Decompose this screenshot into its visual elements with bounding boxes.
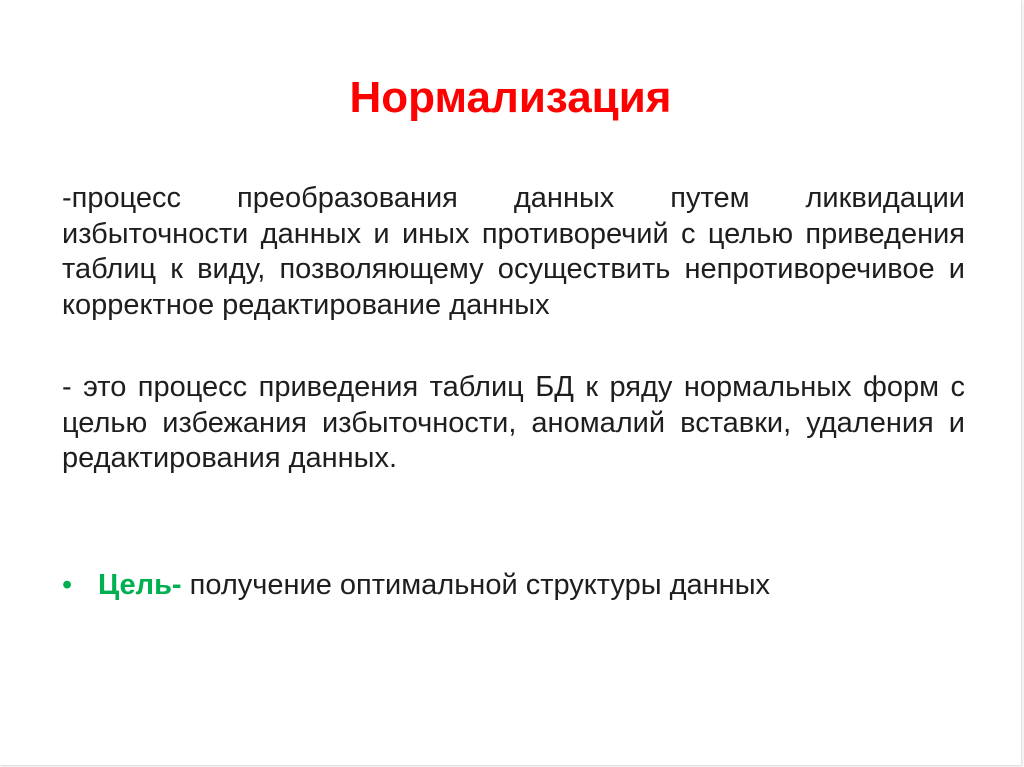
definition-paragraph-1: -процесс преобразования данных путем ликвидации избыточности данных и иных противоречий с целью приведения таблиц к виду, позволяющему осуществить непротиворечивое и корректное редактирование данных <box>62 182 965 321</box>
slide-title: Нормализация <box>349 73 672 122</box>
definition-paragraph-2: - это процесс приведения таблиц БД к ряду нормальных форм с целью избежания избыточности, аномалий вставки, удаления и редактирования данных. <box>62 371 965 474</box>
goal-label: Цель- <box>98 569 182 601</box>
bullet-marker: • <box>62 569 73 601</box>
goal-bullet <box>62 567 965 603</box>
goal-text: получение оптимальной структуры данных <box>181 569 771 601</box>
